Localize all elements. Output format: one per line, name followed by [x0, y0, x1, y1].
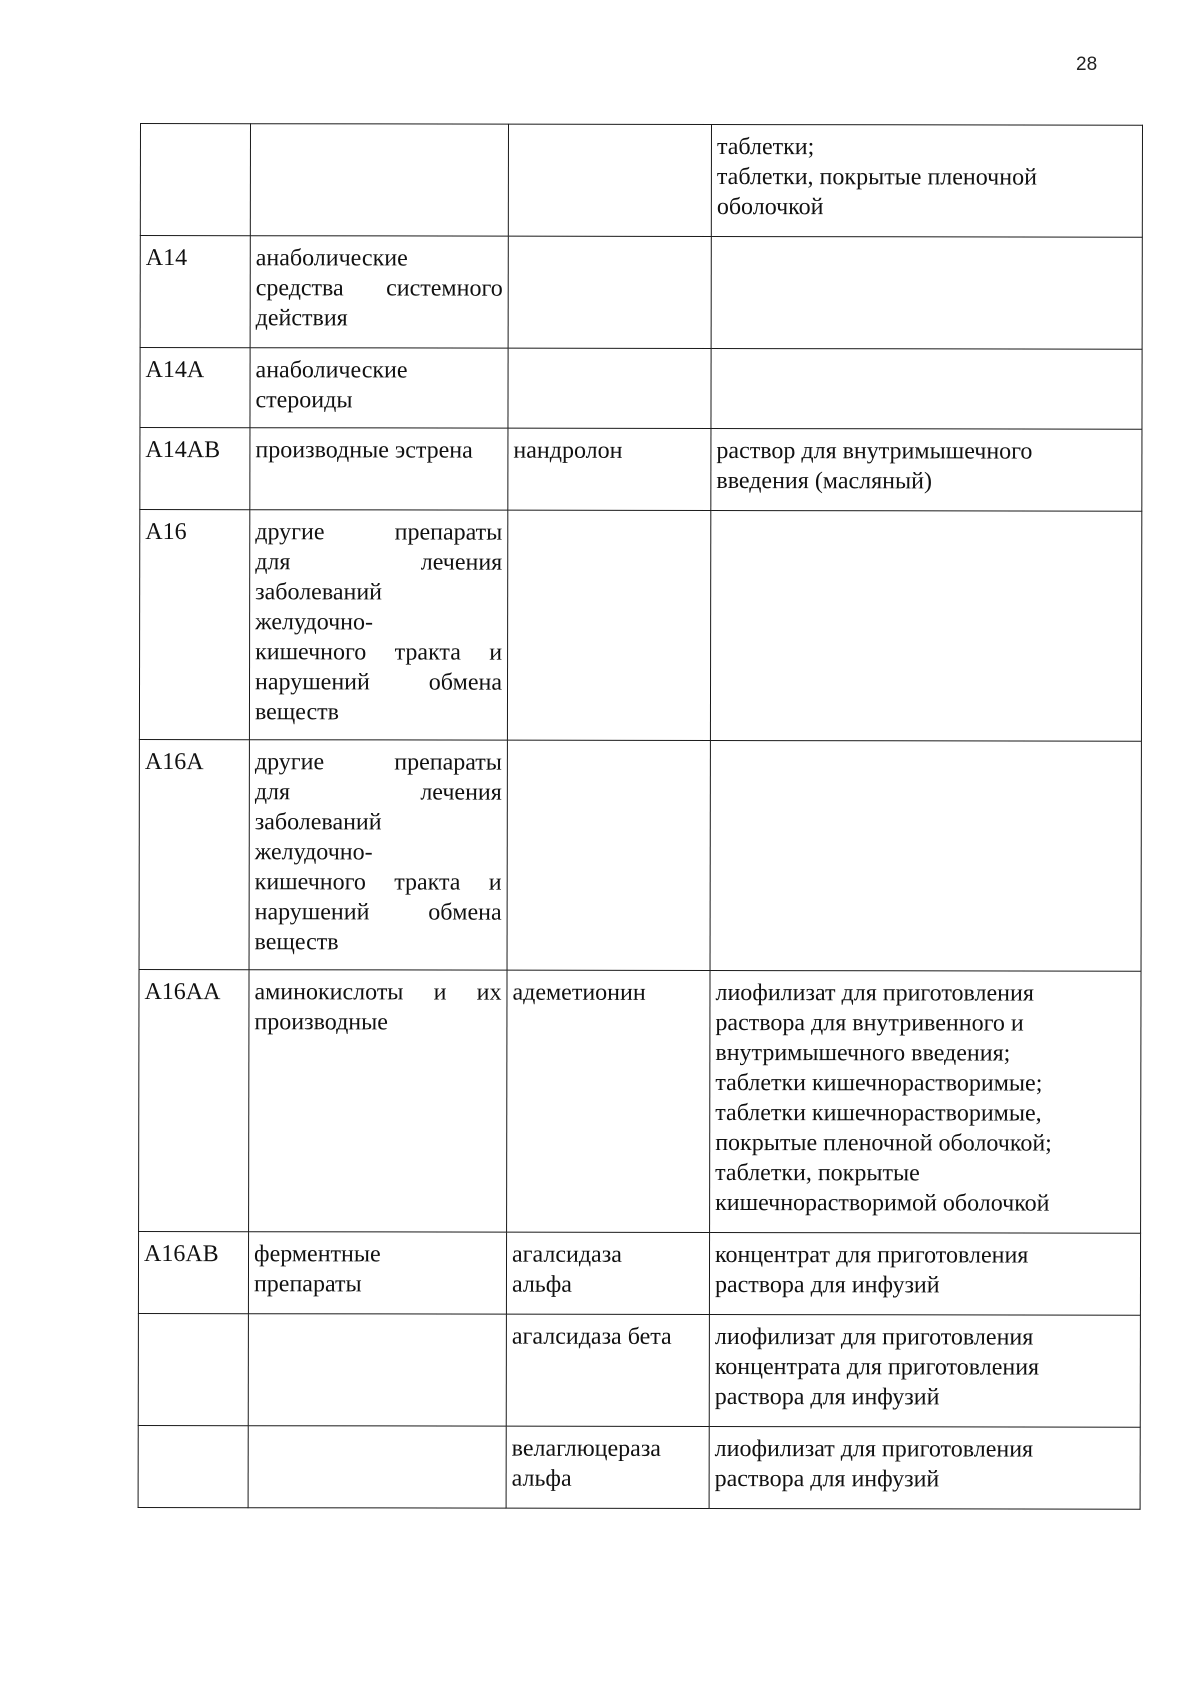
group-name-cell — [248, 1426, 506, 1508]
inn-name-cell — [508, 428, 711, 510]
inn-name-cell-line: нандролон — [513, 437, 623, 464]
group-name-cell-line: кишечного тракта и — [255, 639, 503, 666]
dosage-form-cell — [711, 236, 1142, 349]
group-name-cell-line: анаболические — [255, 357, 408, 384]
dosage-form-cell — [710, 970, 1141, 1233]
inn-name-cell — [506, 1314, 709, 1426]
dosage-form-cell — [710, 510, 1141, 741]
atc-code-cell: A16A — [139, 739, 249, 969]
group-name-cell-line: препараты — [253, 1271, 362, 1298]
dosage-form-cell-line: лиофилизат для приготовления — [714, 1436, 1034, 1463]
page-number: 28 — [1076, 54, 1098, 75]
dosage-form-cell-line: лиофилизат для приготовления — [715, 980, 1034, 1007]
dosage-form-cell-line: раствора для внутривенного и — [715, 1010, 1024, 1037]
atc-code-cell: A14 — [140, 236, 250, 348]
group-name-cell — [250, 428, 508, 510]
dosage-form-cell-line: кишечнорастворимой оболочкой — [715, 1190, 1050, 1217]
group-name-cell-line: средства системного — [255, 275, 503, 302]
group-name-cell-line: другие препараты — [254, 749, 502, 776]
dosage-form-cell-line: лиофилизат для приготовления — [714, 1324, 1034, 1351]
group-name-cell-line: производные — [254, 1009, 388, 1036]
inn-name-cell — [508, 348, 711, 428]
group-name-cell-line: анаболические — [255, 245, 408, 272]
group-name-cell — [250, 236, 508, 348]
group-name-cell-line: ферментные — [254, 1241, 381, 1268]
inn-name-cell — [507, 740, 710, 970]
group-name-cell-line: производные эстрена — [255, 437, 473, 464]
group-name-cell-line: веществ — [254, 929, 339, 956]
inn-name-cell-line: агалсидаза бета — [511, 1323, 672, 1350]
table-row — [140, 236, 1142, 350]
dosage-form-cell-line: таблетки кишечнорастворимые; — [715, 1070, 1043, 1097]
table-row — [138, 1231, 1140, 1315]
group-name-cell-line: другие препараты — [255, 519, 503, 546]
table-row — [139, 510, 1141, 742]
group-name-cell — [249, 740, 507, 970]
table-row — [139, 969, 1141, 1233]
inn-name-cell-line: велаглюцераза — [511, 1435, 662, 1462]
group-name-cell-line: желудочно- — [255, 609, 374, 636]
group-name-cell-line: аминокислоты и их — [254, 979, 502, 1006]
table-row — [139, 739, 1141, 971]
dosage-form-cell — [709, 1426, 1140, 1509]
group-name-cell-line: заболеваний — [254, 809, 382, 836]
drug-table — [138, 123, 1143, 1510]
inn-name-cell — [508, 236, 711, 348]
dosage-form-cell-line: оболочкой — [716, 194, 824, 221]
group-name-cell-line: действия — [255, 305, 348, 332]
inn-name-cell — [506, 1232, 709, 1314]
dosage-form-cell — [709, 1232, 1140, 1315]
group-name-cell — [248, 1314, 506, 1426]
dosage-form-cell — [709, 1314, 1140, 1427]
atc-code-cell: A16AA — [139, 969, 249, 1231]
atc-code-cell — [138, 1425, 248, 1507]
group-name-cell-line: стероиды — [255, 387, 353, 414]
group-name-cell — [248, 1232, 506, 1314]
dosage-form-cell-line: раствора для инфузий — [714, 1466, 940, 1493]
group-name-cell-line: нарушений обмена — [254, 899, 502, 926]
table-row — [140, 428, 1142, 512]
atc-code-cell: A16 — [139, 510, 249, 740]
dosage-form-cell-line: введения (масляный) — [716, 468, 932, 495]
dosage-form-cell-line: концентрата для приготовления — [714, 1354, 1040, 1381]
dosage-form-cell-line: раствора для инфузий — [714, 1272, 940, 1299]
table-row — [140, 348, 1142, 430]
dosage-form-cell — [711, 428, 1142, 511]
dosage-form-cell-line: таблетки, покрытые пленочной — [716, 164, 1037, 191]
group-name-cell-line: заболеваний — [255, 579, 383, 606]
dosage-form-cell-line: таблетки; — [716, 134, 815, 161]
inn-name-cell — [506, 1426, 709, 1508]
table-row — [138, 1425, 1140, 1509]
dosage-form-cell-line: таблетки кишечнорастворимые, — [715, 1100, 1042, 1127]
group-name-cell — [250, 124, 508, 236]
group-name-cell — [249, 970, 507, 1232]
atc-code-cell: A14A — [140, 348, 250, 428]
table-row — [140, 124, 1142, 238]
group-name-cell-line: для лечения — [254, 779, 502, 806]
dosage-form-cell-line: концентрат для приготовления — [715, 1242, 1029, 1269]
inn-name-cell-line: агалсидаза — [512, 1241, 622, 1268]
dosage-form-cell-line: покрытые пленочной оболочкой; — [715, 1130, 1052, 1157]
dosage-form-cell — [711, 124, 1142, 237]
dosage-form-cell — [711, 348, 1142, 429]
group-name-cell — [250, 348, 508, 428]
dosage-form-cell — [710, 740, 1141, 971]
inn-name-cell — [507, 970, 710, 1232]
dosage-form-cell-line: раствора для инфузий — [714, 1384, 940, 1411]
group-name-cell-line: веществ — [254, 699, 340, 726]
inn-name-cell — [507, 510, 710, 740]
atc-code-cell: A14AB — [140, 428, 250, 510]
group-name-cell-line: желудочно- — [254, 839, 373, 866]
group-name-cell-line: нарушений обмена — [255, 669, 503, 696]
atc-code-cell — [138, 1313, 248, 1425]
table-body — [138, 124, 1142, 1510]
dosage-form-cell-line: внутримышечного введения; — [715, 1040, 1011, 1067]
table-row — [138, 1313, 1140, 1427]
dosage-form-cell-line: таблетки, покрытые — [715, 1160, 920, 1187]
group-name-cell-line: кишечного тракта и — [254, 869, 502, 896]
dosage-form-cell-line: раствор для внутримышечного — [716, 438, 1033, 465]
atc-code-cell: A16AB — [138, 1231, 248, 1313]
inn-name-cell-line: адеметионин — [512, 979, 646, 1006]
inn-name-cell-line: альфа — [511, 1271, 572, 1298]
atc-code-cell — [140, 124, 250, 236]
group-name-cell — [249, 510, 507, 740]
group-name-cell-line: для лечения — [255, 549, 503, 576]
inn-name-cell — [508, 124, 711, 236]
inn-name-cell-line: альфа — [511, 1465, 572, 1492]
